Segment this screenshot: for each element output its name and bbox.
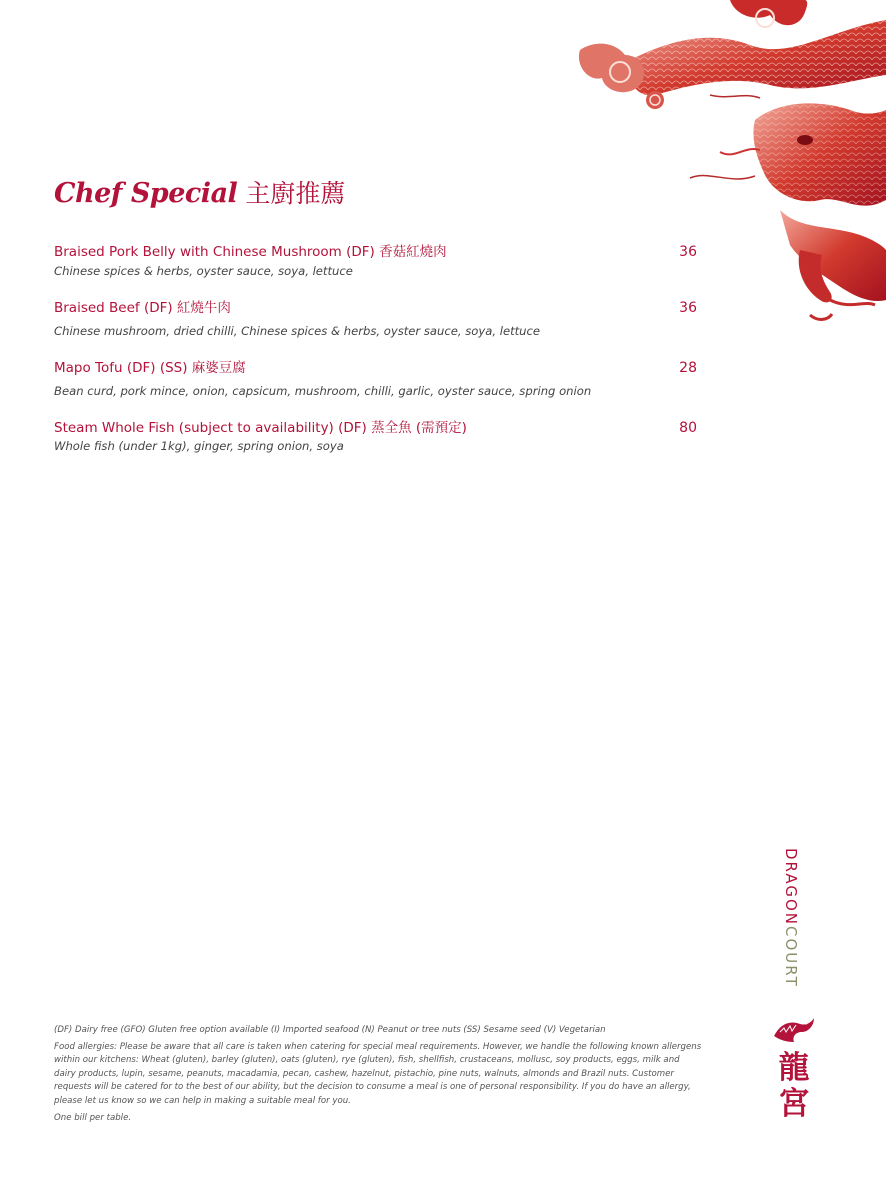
menu-item-name: Braised Beef (DF) 紅燒牛肉 (54, 300, 231, 316)
brand-name-court: COURT (782, 926, 800, 988)
brand-chinese-name (774, 1050, 814, 1122)
brand-wordmark (782, 848, 800, 988)
menu-item (54, 416, 697, 453)
title-script: Chef Special (54, 178, 238, 209)
menu-item (54, 356, 697, 398)
menu-item-description: Whole fish (under 1kg), ginger, spring onion, soya (54, 439, 344, 453)
brand-chinese-char-1: 龍 (778, 1050, 810, 1086)
menu-item-name: Steam Whole Fish (subject to availability) (DF) 蒸全魚 (需預定) (54, 420, 467, 436)
allergy-notice: Food allergies: Please be aware that all care is taken when catering for special meal requirements. However, we handle the following known allergens within our kitchens: Wheat (gluten), barley (gluten), oats (gluten), rye (gluten), fish, shellfish, crustaceans, mollusc, soy products, eggs, milk and dairy products, lupin, sesame, peanuts, macadamia, pecan, cashew, hazelnut, pistachio, pine nuts, walnuts, almonds and Brazil nuts. Customer requests will be catered for to the best of our ability, but the decision to consume a meal is one of personal responsibility. If you do have an allergy, please let us know so we can help in making a suitable meal for you. (54, 1041, 702, 1106)
menu-item-description: Chinese mushroom, dried chilli, Chinese spices & herbs, oyster sauce, soya, lettuce (54, 324, 541, 338)
menu-item-name: Braised Pork Belly with Chinese Mushroom (DF) 香菇紅燒肉 (54, 244, 447, 260)
brand-chinese-char-2: 宮 (778, 1086, 810, 1122)
dragon-illustration (560, 0, 886, 330)
menu-item (54, 296, 697, 338)
menu-item-price: 36 (679, 244, 697, 260)
menu-item-name: Mapo Tofu (DF) (SS) 麻婆豆腐 (54, 360, 246, 376)
menu-item (54, 240, 697, 278)
menu-item-price: 80 (679, 420, 697, 436)
footer-notes (54, 1024, 704, 1128)
menu-item-price: 28 (679, 360, 697, 376)
dietary-legend: (DF) Dairy free (GFO) Gluten free option available (I) Imported seafood (N) Peanut or tree nuts (SS) Sesame seed (V) Vegetarian (54, 1025, 606, 1035)
brand-name-dragon: DRAGON (782, 848, 800, 927)
menu-item-description: Bean curd, pork mince, onion, capsicum, mushroom, chilli, garlic, oyster sauce, spring onion (54, 384, 592, 398)
bill-note: One bill per table. (54, 1112, 132, 1123)
menu-item-price: 36 (679, 300, 697, 316)
title-chinese: 主廚推薦 (245, 179, 346, 208)
dragon-logo-icon (770, 1014, 816, 1046)
menu-item-description: Chinese spices & herbs, oyster sauce, soya, lettuce (54, 264, 353, 278)
page-title (54, 174, 345, 218)
